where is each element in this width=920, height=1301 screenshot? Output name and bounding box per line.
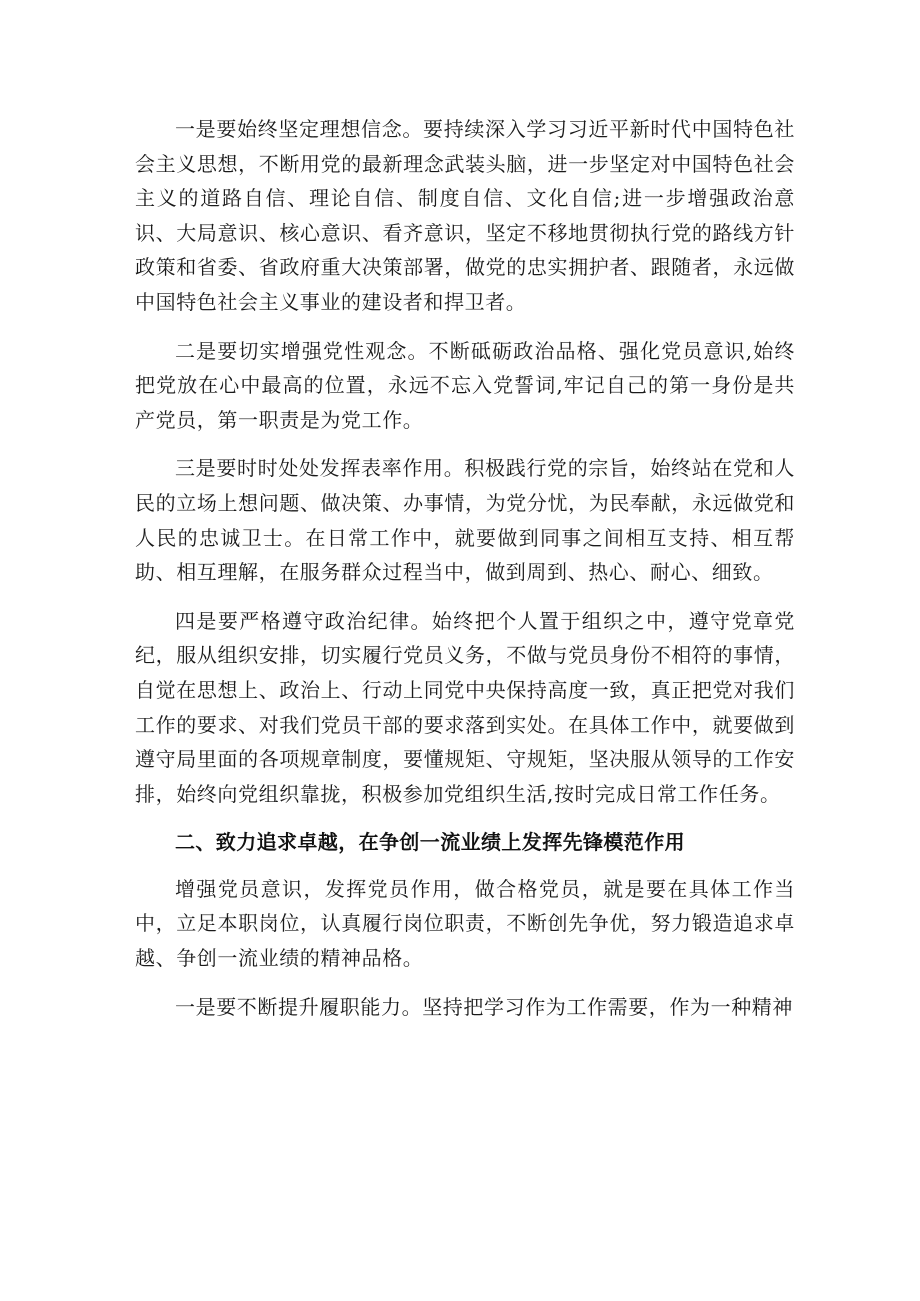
paragraph-party-awareness: 增强党员意识，发挥党员作用，做合格党员，就是要在具体工作当中，立足本职岗位，认真履行岗位职责，不断创先争优，努力锻造追求卓越、争创一流业绩的精神品格。 (135, 876, 795, 971)
paragraph-firm-ideals: 一是要始终坚定理想信念。要持续深入学习习近平新时代中国特色社会主义思想，不断用党的最新理念武装头脑，进一步坚定对中国特色社会主义的道路自信、理论自信、制度自信、文化自信;进一步增强政治意识、大局意识、核心意识、看齐意识，坚定不移地贯彻执行党的路线方针政策和省委、省政府重大决策部署，做党的忠实拥护者、跟随者，永远做中国特色社会主义事业的建设者和捍卫者。 (135, 117, 795, 314)
paragraph-improve-capability: 一是要不断提升履职能力。坚持把学习作为工作需要，作为一种精神 (175, 994, 793, 1019)
paragraph-exemplary-role: 三是要时时处处发挥表率作用。积极践行党的宗旨，始终站在党和人民的立场上想问题、做决策、办事情，为党分忧，为民奉献，永远做党和人民的忠诚卫士。在日常工作中，就要做到同事之间相互支持、相互帮助、相互理解，在服务群众过程当中，做到周到、热心、耐心、细致。 (135, 456, 795, 585)
section-heading: 二、致力追求卓越，在争创一流业绩上发挥先锋模范作用 (175, 830, 685, 855)
paragraph-party-spirit: 二是要切实增强党性观念。不断砥砺政治品格、强化党员意识,始终把党放在心中最高的位置，永远不忘入党誓词,牢记自己的第一身份是共产党员，第一职责是为党工作。 (135, 338, 795, 432)
document-body (135, 112, 795, 1038)
paragraph-political-discipline: 四是要严格遵守政治纪律。始终把个人置于组织之中，遵守党章党纪，服从组织安排，切实履行党员义务，不做与党员身份不相符的事情，自觉在思想上、政治上、行动上同党中央保持高度一致，真正把党对我们工作的要求、对我们党员干部的要求落到实处。在具体工作中，就要做到遵守局里面的各项规章制度，要懂规矩、守规矩，坚决服从领导的工作安排，始终向党组织靠拢，积极参加党组织生活,按时完成日常工作任务。 (135, 608, 795, 806)
